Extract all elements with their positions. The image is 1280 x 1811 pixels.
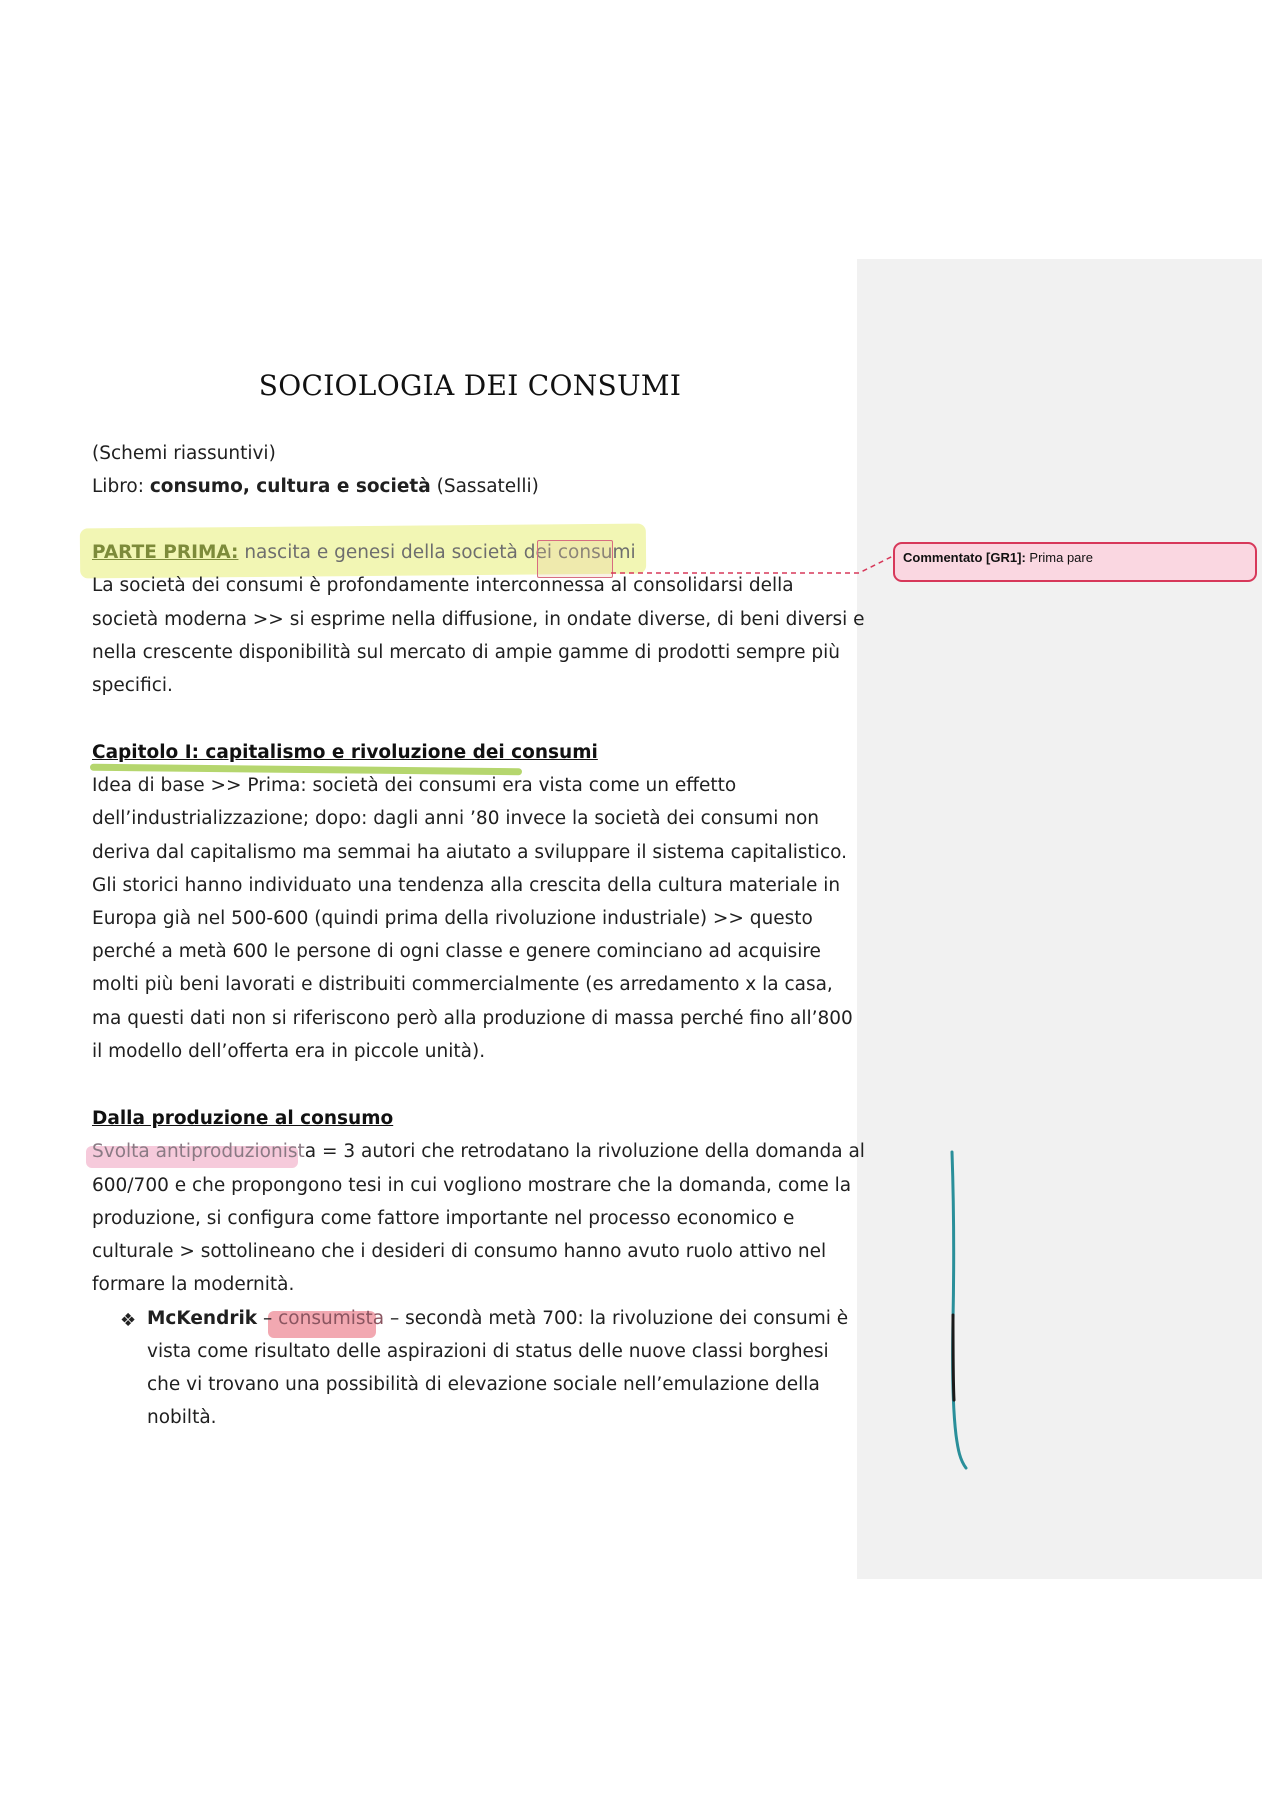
subtitle: (Schemi riassuntivi) xyxy=(92,443,276,464)
comment-margin-panel xyxy=(857,259,1262,1579)
section-first-rest: a = 3 autori che retrodatano la rivoluzione della domanda al xyxy=(304,1141,865,1162)
part-body-line: società moderna >> si esprime nella diffusione, in ondate diverse, di beni diversi e xyxy=(92,609,865,630)
highlighted-term: Svolta antiproduzionist xyxy=(92,1141,305,1162)
bullet-line: vista come risultato delle aspirazioni di status delle nuove classi borghesi xyxy=(147,1341,829,1362)
chapter-body-line: Gli storici hanno individuato una tendenza alla crescita della cultura materiale in xyxy=(92,875,841,896)
comment-anchor-box[interactable] xyxy=(537,540,613,578)
bullet-tag: consumista xyxy=(278,1308,385,1329)
book-name: consumo, cultura e società xyxy=(149,476,431,497)
section-first-line xyxy=(92,1140,865,1164)
section-body-line: produzione, si configura come fattore importante nel processo economico e xyxy=(92,1208,795,1229)
book-author: (Sassatelli) xyxy=(430,476,539,497)
chapter-title: Capitolo I: capitalismo e rivoluzione dei consumi xyxy=(92,742,598,763)
ink-bracket-stroke xyxy=(948,1150,978,1470)
comment-box[interactable] xyxy=(893,542,1257,582)
comment-anchor-text: consumi xyxy=(557,542,636,563)
part-text: nascita e genesi della società dei xyxy=(238,542,558,563)
part-label: PARTE PRIMA: xyxy=(92,542,239,563)
bullet-first-line xyxy=(147,1307,848,1331)
chapter-body-line: dell’industrializzazione; dopo: dagli anni ’80 invece la società dei consumi non xyxy=(92,808,819,829)
document-title: SOCIOLOGIA DEI CONSUMI xyxy=(258,369,682,402)
chapter-body-line: perché a metà 600 le persone di ogni classe e genere cominciano ad acquisire xyxy=(92,941,821,962)
part-body-line: La società dei consumi è profondamente interconnessa al consolidarsi della xyxy=(92,575,794,596)
chapter-body-line: molti più beni lavorati e distribuiti commercialmente (es arredamento x la casa, xyxy=(92,974,833,995)
chapter-body-line: il modello dell’offerta era in piccole unità). xyxy=(92,1041,486,1062)
chapter-body-line: deriva dal capitalismo ma semmai ha aiutato a sviluppare il sistema capitalistico. xyxy=(92,842,847,863)
section-title: Dalla produzione al consumo xyxy=(92,1108,394,1129)
chapter-body-line: Europa già nel 500-600 (quindi prima della rivoluzione industriale) >> questo xyxy=(92,908,813,929)
book-line xyxy=(92,475,539,499)
part-body-line: nella crescente disponibilità sul mercato di ampie gamme di prodotti sempre più xyxy=(92,642,840,663)
section-body-line: formare la modernità. xyxy=(92,1274,295,1295)
bullet-line: nobiltà. xyxy=(147,1407,217,1428)
comment-text: Prima pare xyxy=(1025,550,1093,565)
chapter-body-line: ma questi dati non si riferiscono però alla produzione di massa perché fino all’800 xyxy=(92,1008,853,1029)
section-body-line: 600/700 e che propongono tesi in cui vogliono mostrare che la domanda, come la xyxy=(92,1175,852,1196)
bullet-dash: – xyxy=(257,1308,279,1329)
bullet-first-rest: – secondà metà 700: la rivoluzione dei consumi è xyxy=(384,1308,849,1329)
section-body-line: culturale > sottolineano che i desideri di consumo hanno avuto ruolo attivo nel xyxy=(92,1241,827,1262)
part-body-line: specifici. xyxy=(92,675,173,696)
comment-label: Commentato [GR1]: xyxy=(903,550,1026,565)
bullet-author: McKendrik xyxy=(147,1308,258,1329)
chapter-body-line: Idea di base >> Prima: società dei consumi era vista come un effetto xyxy=(92,775,737,796)
bullet-line: che vi trovano una possibilità di elevazione sociale nell’emulazione della xyxy=(147,1374,820,1395)
book-prefix: Libro: xyxy=(92,476,150,497)
bullet-diamond-icon: ❖ xyxy=(120,1310,137,1331)
